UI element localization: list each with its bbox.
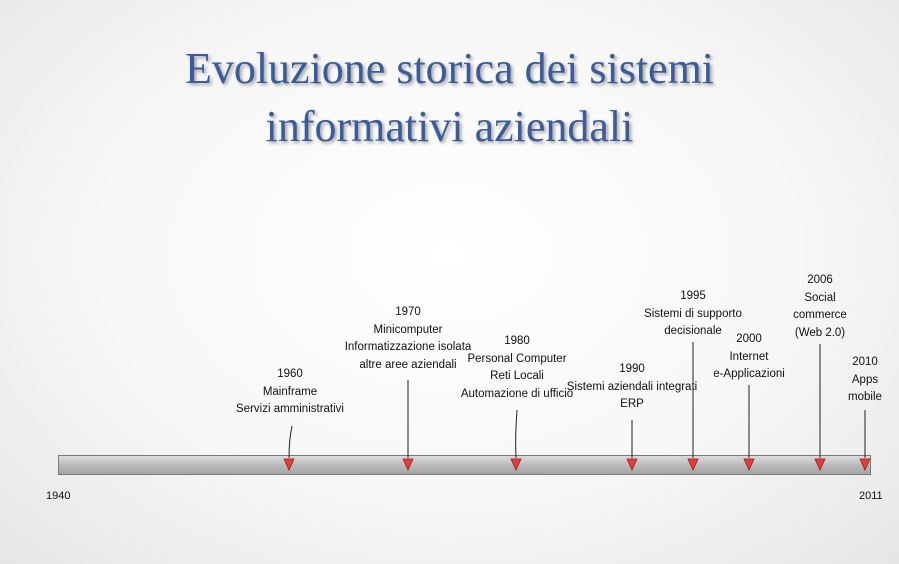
- event-line: Apps: [851, 373, 879, 386]
- event-line: commerce: [793, 309, 847, 321]
- down-triangle-icon: [860, 459, 870, 470]
- marker-1960: [284, 426, 294, 470]
- marker-1995: [688, 342, 698, 470]
- down-triangle-icon: [744, 459, 754, 470]
- down-triangle-icon: [627, 459, 637, 470]
- event-year: 1970: [395, 306, 421, 318]
- marker-1970: [403, 380, 413, 470]
- event-line: Servizi amministrativi: [236, 403, 344, 415]
- event-year: 1980: [504, 335, 530, 347]
- event-line: Mainframe: [262, 385, 318, 398]
- event-year: 2000: [736, 333, 762, 345]
- event-line: mobile: [848, 391, 882, 403]
- event-year: 1960: [277, 368, 303, 380]
- down-triangle-icon: [815, 459, 825, 470]
- marker-1990: [627, 420, 637, 470]
- event-line: ERP: [620, 398, 644, 410]
- timeline-end-year: 2011: [859, 490, 883, 502]
- title-line-2: informativi aziendali: [265, 102, 634, 151]
- connector-line: [516, 410, 517, 458]
- event-line: e-Applicazioni: [713, 368, 785, 380]
- down-triangle-icon: [688, 459, 698, 470]
- timeline-start-year: 1940: [46, 490, 71, 502]
- event-line: Sistemi aziendali integrati: [566, 380, 698, 393]
- event-line: altre aree aziendali: [359, 358, 457, 371]
- event-line: Minicomputer: [373, 323, 443, 336]
- event-line: Reti Locali: [490, 370, 544, 382]
- event-line: Automazione di ufficio: [460, 387, 574, 400]
- marker-1980: [511, 410, 521, 470]
- down-triangle-icon: [284, 459, 294, 470]
- event-line: Social: [804, 291, 836, 304]
- event-line: Internet: [729, 350, 769, 363]
- marker-2006: [815, 344, 825, 470]
- event-line: (Web 2.0): [794, 326, 846, 339]
- marker-2000: [744, 385, 754, 470]
- marker-2010: [860, 410, 870, 470]
- down-triangle-icon: [403, 459, 413, 470]
- event-line: decisionale: [664, 325, 722, 337]
- event-line: Personal Computer: [467, 352, 567, 365]
- event-year: 1990: [619, 363, 645, 375]
- event-year: 2006: [807, 274, 833, 286]
- event-year: 1995: [680, 290, 706, 302]
- connector-line: [289, 426, 292, 458]
- event-line: Sistemi di supporto: [644, 307, 742, 320]
- event-line: Informatizzazione isolata: [344, 341, 472, 353]
- event-year: 2010: [852, 356, 878, 368]
- title-line-1: Evoluzione storica dei sistemi: [184, 44, 715, 93]
- down-triangle-icon: [511, 459, 521, 470]
